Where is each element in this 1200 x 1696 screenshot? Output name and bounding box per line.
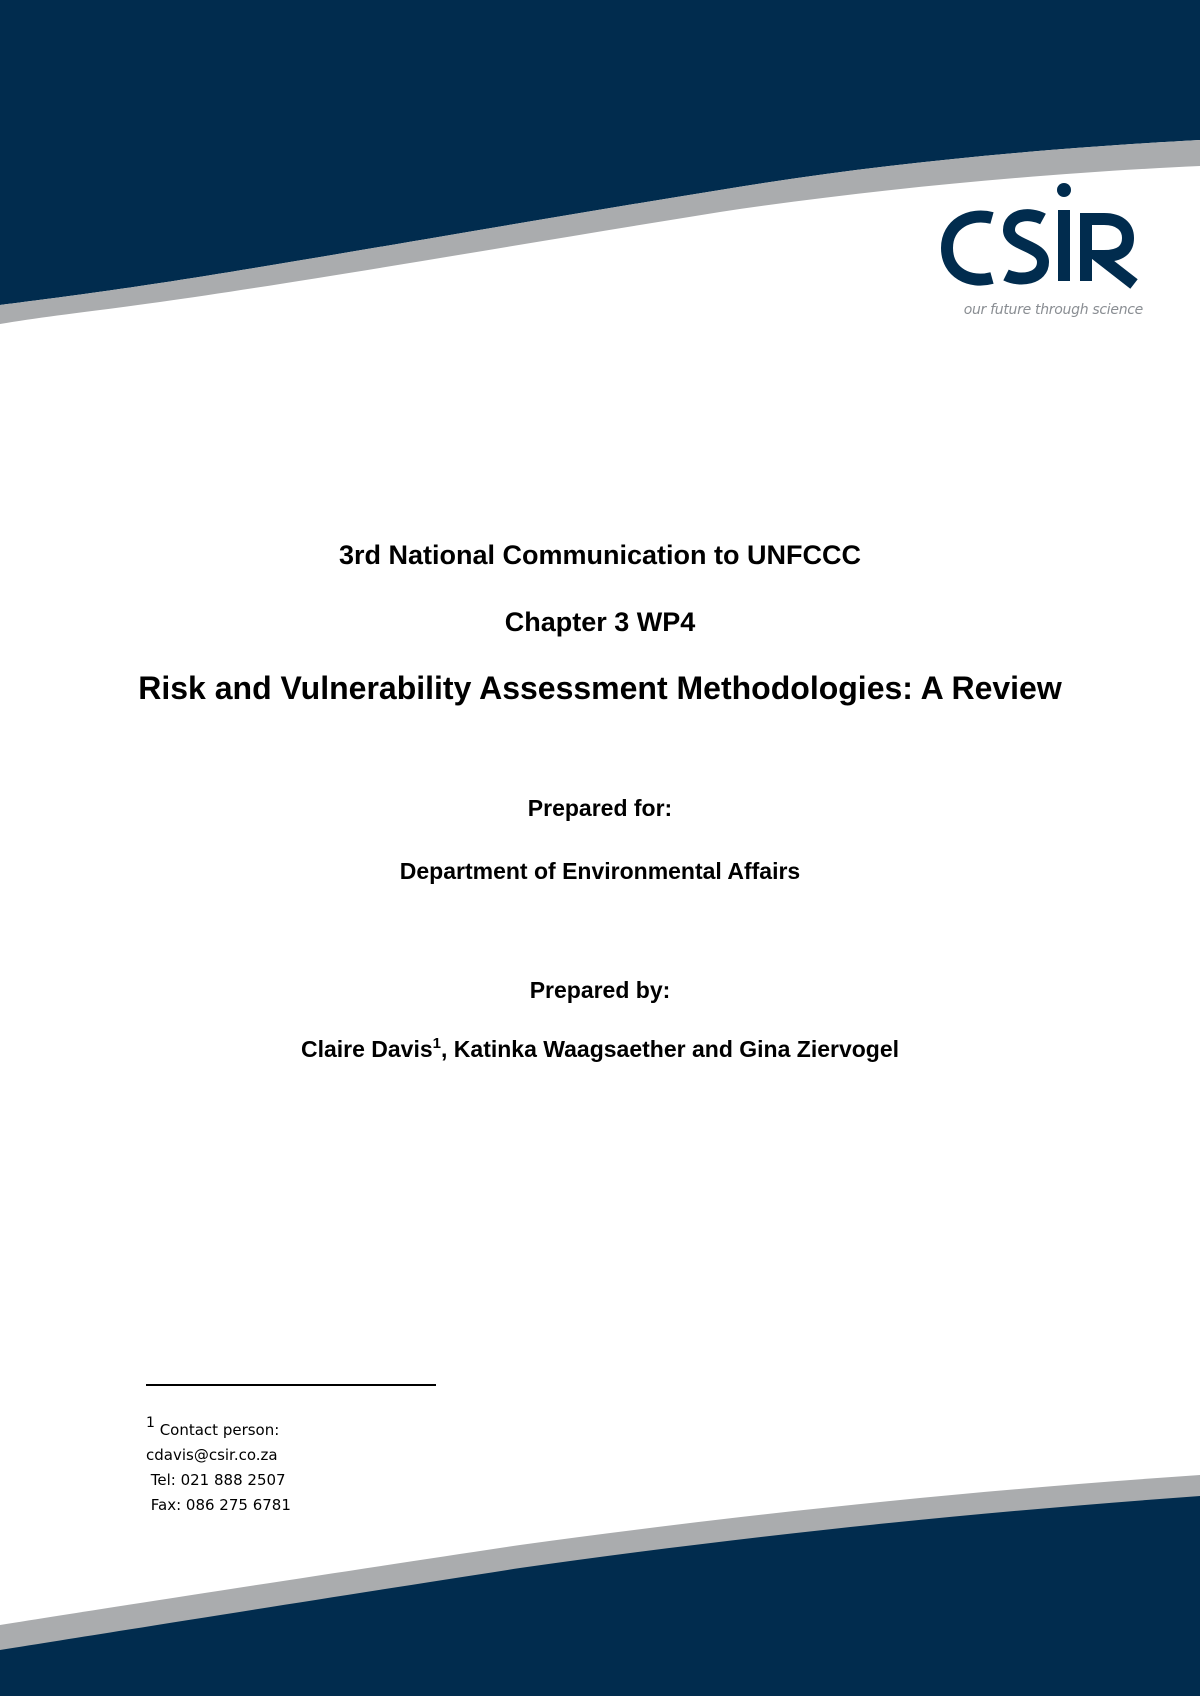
- prepared-by-label: Prepared by:: [529, 977, 671, 1003]
- footnote-separator: [146, 1384, 436, 1386]
- authors-rest: , Katinka Waagsaether and Gina Ziervogel: [441, 1036, 900, 1062]
- authors-line: [0, 1036, 1200, 1063]
- prepared-for-organisation: Department of Environmental Affairs: [399, 858, 801, 884]
- author-first: Claire Davis: [300, 1036, 433, 1062]
- document-title: Risk and Vulnerability Assessment Methodologies: A Review: [138, 670, 1062, 706]
- logo-letter-r: [1086, 219, 1134, 284]
- footnote-email: cdavis@csir.co.za: [146, 1446, 278, 1464]
- footnote-reference: 1: [432, 1035, 442, 1052]
- footnote-contact-label: Contact person:: [154, 1421, 280, 1439]
- prepared-for-label: Prepared for:: [527, 795, 673, 821]
- logo-tagline: our future through science: [963, 302, 1143, 318]
- logo-letter-c: [947, 216, 992, 279]
- footnote-mark: 1: [146, 1415, 155, 1431]
- footer-navy-wave: [0, 1496, 1200, 1696]
- footer-wave-band: [0, 1420, 1200, 1696]
- footnote-tel: Tel: 021 888 2507: [146, 1471, 286, 1489]
- footnote-fax: Fax: 086 275 6781: [146, 1496, 291, 1514]
- logo-letter-s: [1006, 215, 1043, 278]
- logo-dot: [1057, 183, 1071, 197]
- chapter-heading: Chapter 3 WP4: [504, 607, 696, 637]
- national-communication-heading: 3rd National Communication to UNFCCC: [338, 540, 861, 570]
